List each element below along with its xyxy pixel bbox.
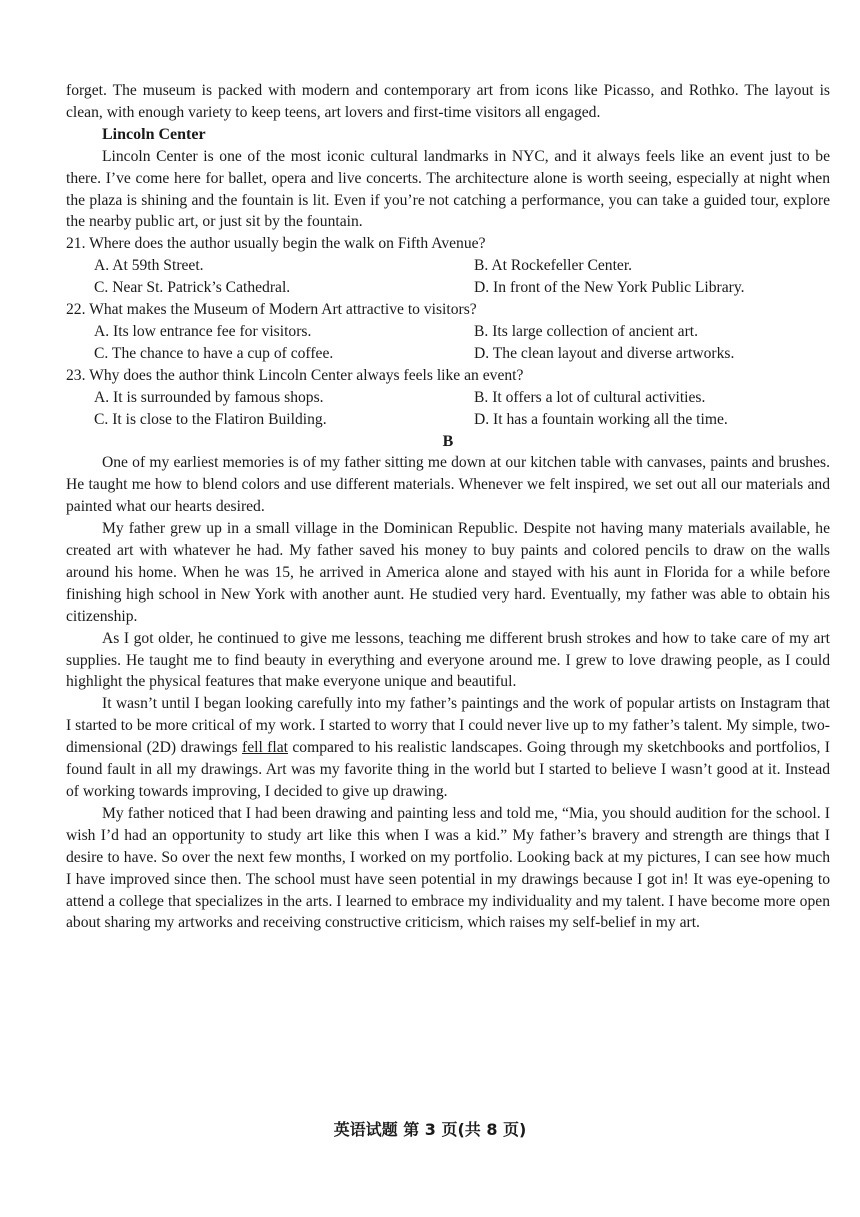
option-d: D. The clean layout and diverse artworks.: [474, 344, 735, 362]
option-c: C. Near St. Patrick’s Cathedral.: [94, 279, 291, 297]
passage-b-paragraph-3: As I got older, he continued to give me lessons, teaching me different brush strokes and how to take care of my art supplies. He taught me to find beauty in everything and everyone around me. I grew to love drawing people, as I could highlight the physical features that make everyone unique and beautiful.: [66, 629, 830, 691]
option-a: A. It is surrounded by famous shops.: [94, 388, 324, 406]
question-options: [66, 255, 830, 299]
underlined-phrase: fell flat: [242, 739, 288, 757]
option-d: D. In front of the New York Public Library.: [474, 279, 745, 297]
paragraph-text: compared to his realistic landscapes. Going through my sketchbooks and portfolios, I found fault in all my drawings. Art was my favorite thing in the world but I started to believe I wasn’t good at it. Instead of working towards improving, I decided to give up drawing.: [66, 739, 830, 800]
question-23: [66, 365, 830, 431]
question-stem: 23. Why does the author think Lincoln Center always feels like an event?: [66, 366, 524, 384]
question-stem: 21. Where does the author usually begin the walk on Fifth Avenue?: [66, 235, 486, 253]
option-c: C. It is close to the Flatiron Building.: [94, 410, 327, 428]
passage-b-paragraph-4: [66, 693, 830, 803]
passage-b-paragraph-1: One of my earliest memories is of my father sitting me down at our kitchen table with canvases, paints and brushes. He taught me how to blend colors and use different materials. Whenever we felt inspired, we set out all our materials and painted what our hearts desired.: [66, 454, 830, 516]
lincoln-center-heading: Lincoln Center: [102, 125, 206, 143]
question-21: [66, 233, 830, 299]
option-b: B. Its large collection of ancient art.: [474, 322, 699, 340]
page-footer: 英语试题 第 3 页(共 8 页): [333, 1120, 527, 1139]
passage-b-paragraph-2: My father grew up in a small village in the Dominican Republic. Despite not having many materials available, he created art with whatever he had. My father saved his money to buy paints and colored pencils to draw on the walls around his home. When he was 15, he arrived in America alone and stayed with his aunt in Florida for a while before finishing high school in New York with another aunt. He studied very hard. Eventually, my father was able to obtain his citizenship.: [66, 520, 830, 625]
option-a: A. Its low entrance fee for visitors.: [94, 322, 312, 340]
question-22: [66, 299, 830, 365]
option-b: B. It offers a lot of cultural activities.: [474, 388, 706, 406]
question-options: [66, 321, 830, 365]
question-stem: 22. What makes the Museum of Modern Art attractive to visitors?: [66, 301, 477, 319]
page-content: [66, 80, 830, 934]
option-d: D. It has a fountain working all the time.: [474, 410, 728, 428]
option-b: B. At Rockefeller Center.: [474, 257, 633, 275]
lincoln-center-paragraph: Lincoln Center is one of the most iconic cultural landmarks in NYC, and it always feels like an event just to be there. I’ve come here for ballet, opera and live concerts. The architecture alone is worth seeing, especially at night when the plaza is shining and the fountain is lit. Even if you’re not catching a performance, you can take a guided tour, explore the nearby public art, or just sit by the fountain.: [66, 147, 830, 231]
paragraph-text: It wasn’t until I began looking carefully into my father’s paintings and the work of popular artists on Instagram that I started to be more critical of my work. I started to worry that I could never live up to my father’s talent. My simple, two-dimensional (2D) drawings: [66, 695, 830, 757]
passage-b-paragraph-5: My father noticed that I had been drawing and painting less and told me, “Mia, you should audition for the school. I wish I’d had an opportunity to study art like this when I was a kid.” My father’s bravery and strength are things that I desire to have. So over the next few months, I worked on my portfolio. Looking back at my pictures, I can see how much I have improved since then. The school must have seen potential in my drawings because I got in! It was eye-opening to attend a college that specializes in the arts. I learned to embrace my individuality and my talent. I have become more open about sharing my artworks and receiving constructive criticism, which raises my self-belief in my art.: [66, 804, 830, 932]
option-a: A. At 59th Street.: [94, 257, 204, 275]
question-options: [66, 387, 830, 431]
option-c: C. The chance to have a cup of coffee.: [94, 344, 334, 362]
intro-paragraph: forget. The museum is packed with modern and contemporary art from icons like Picasso, and Rothko. The layout is clean, with enough variety to keep teens, art lovers and first-time visitors all engaged.: [66, 82, 830, 121]
section-b-label: B: [442, 432, 454, 450]
